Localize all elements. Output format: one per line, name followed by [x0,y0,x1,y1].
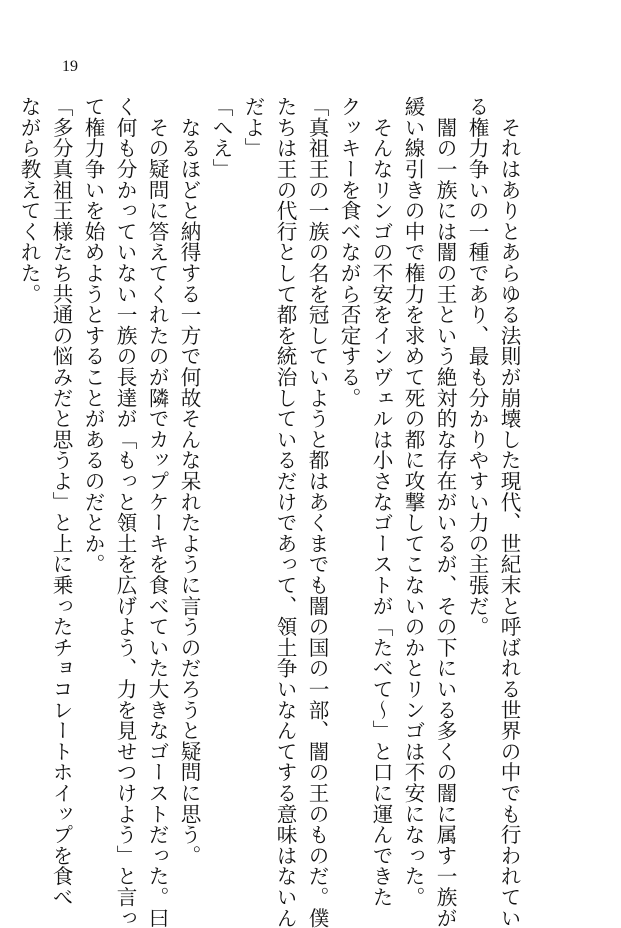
text-line: なるほどと納得する一方で何故そんな呆れたように言うのだろうと疑問に思う。 [177,96,201,866]
text-line: 「多分真祖王様たち共通の悩みだと思うよ」と上に乗ったチョコレートホイップを食べ [49,96,73,908]
text-line: 「真祖王の一族の名を冠していようと都はあくまでも闇の国の一部、闇の王のものだ。僕 [305,96,329,928]
text-line: て権力争いを始めようとすることがあるのだとか。 [81,96,105,575]
text-line: 緩い線引きの中で権力を求めて死の都に攻撃してこないのかとリンゴは不安になった。 [401,96,425,908]
text-line: そんなリンゴの不安をインヴェルは小さなゴーストが「たべて〜」と口に運んできた [369,96,393,908]
text-line: る権力争いの一種であり、最も分かりやすい力の主張だ。 [465,96,489,637]
text-line: 闇の一族には闇の王という絶対的な存在がいるが、その下にいる多くの闇に属す一族が [433,96,457,928]
text-line: たちは王の代行として都を統治しているだけであって、領土争いなんてする意味はないん [273,96,297,928]
text-line: クッキーを食べながら否定する。 [337,96,361,408]
page-number: 19 [62,58,78,75]
text-line: ながら教えてくれた。 [17,96,41,304]
text-line: それはありとあらゆる法則が崩壊した現代、世紀末と呼ばれる世界の中でも行われてい [497,96,521,928]
text-line: 「へえ」 [209,96,233,180]
body-text [17,96,525,928]
text-line: その疑問に答えてくれたのが隣でカップケーキを食べていた大きなゴーストだった。曰 [145,96,169,928]
text-line: だよ」 [241,96,265,159]
text-line: く何も分かっていない一族の長達が「もっと領土を広げよう、力を見せつけよう」と言っ [113,96,137,928]
